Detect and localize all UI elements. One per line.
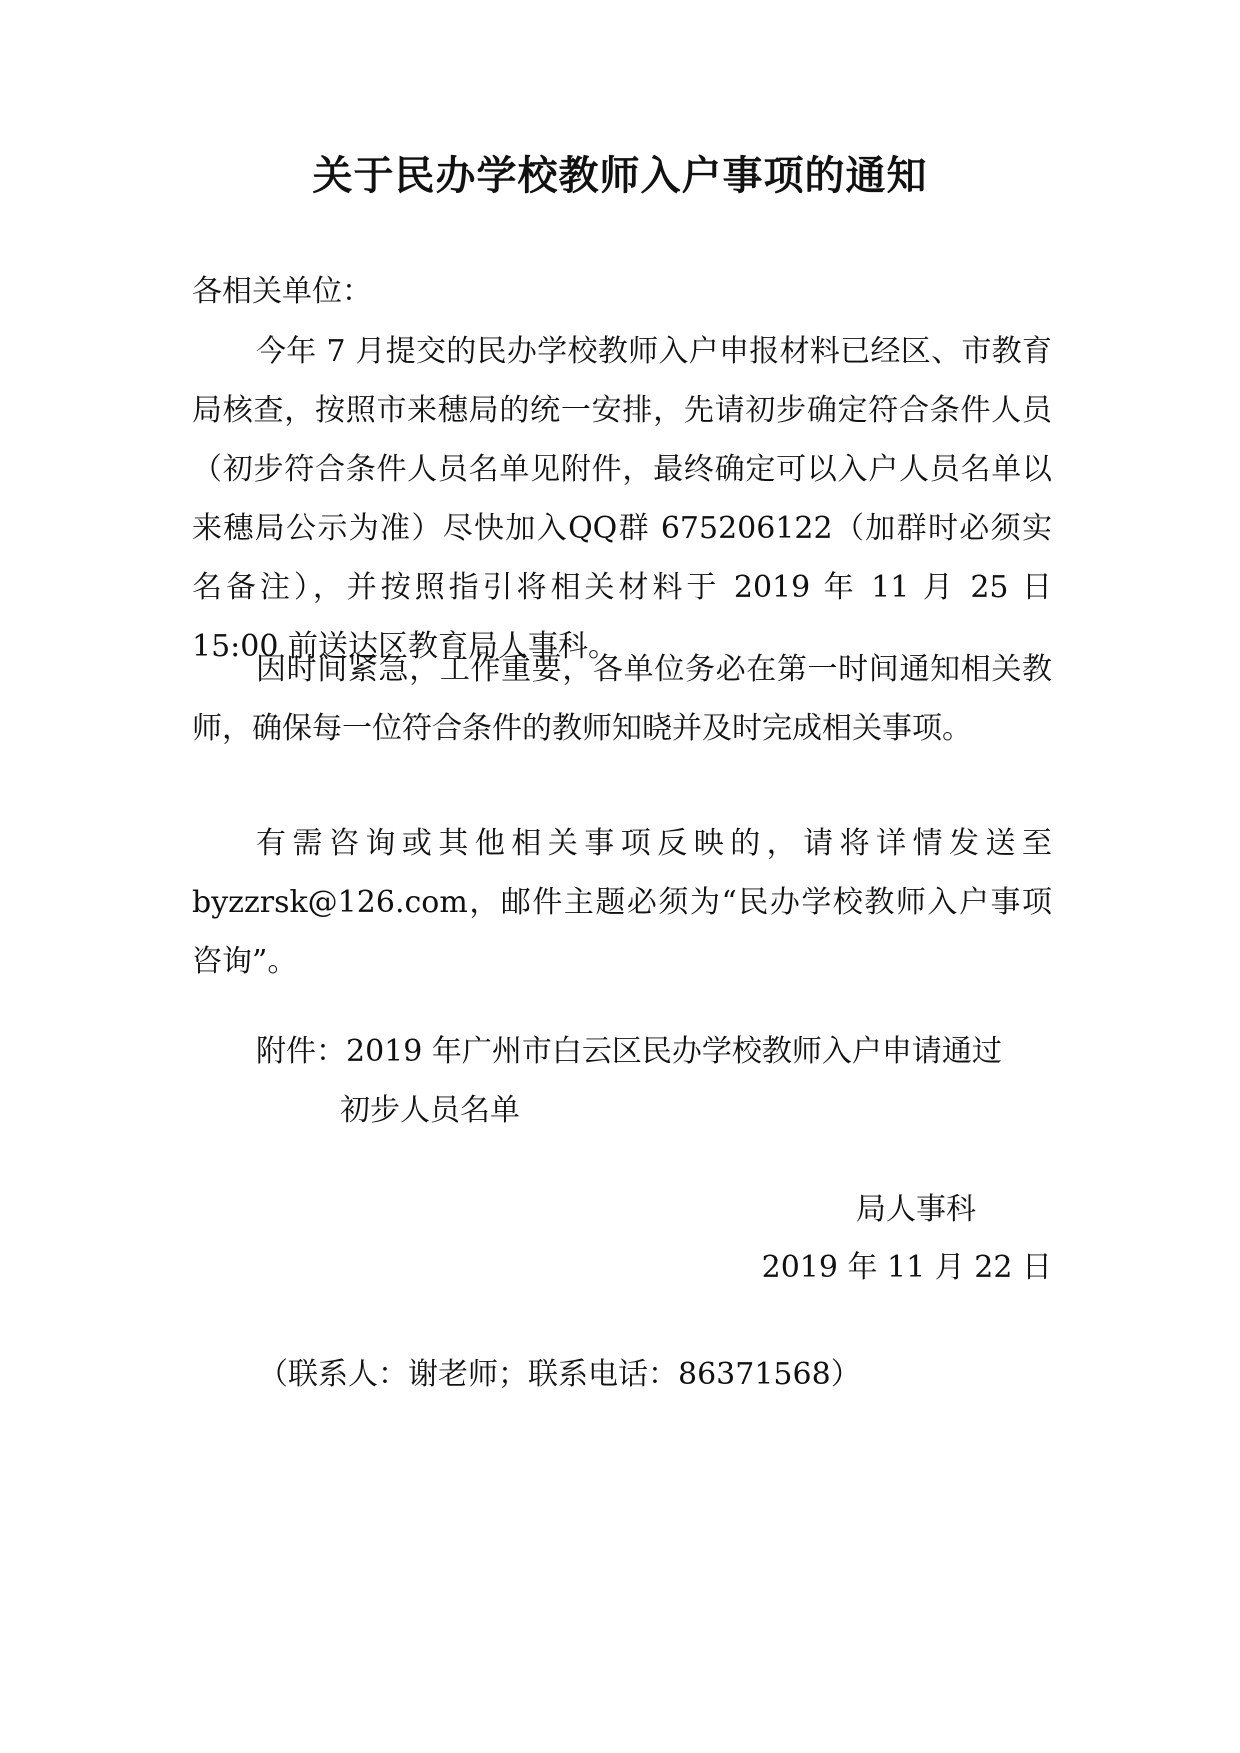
paragraph-3-suffix: ，邮件主题必须为“民办学校教师入户事项咨询”。 — [192, 885, 1052, 979]
paragraph-1-text: 今年 7 月提交的民办学校教师入户申报材料已经区、市教育局核查，按照市来穗局的统一安排，先请初步确定符合条件人员（初步符合条件人员名单见附件，最终确定可以入户人员名单以来穗局公示为准）尽快加入QQ群 675206122（加群时必须实名备注），并按照指引将相关材料于 2019 年 11 月 25 日 15:00 前送达区教育局人事科。 — [192, 334, 1052, 664]
paragraph-3-prefix: 有需咨询或其他相关事项反映的，请将详情发送至 — [256, 826, 1052, 861]
attachment-line-2: 初步人员名单 — [340, 1093, 520, 1128]
attachment-note — [256, 1022, 1056, 1140]
paragraph-2 — [192, 640, 1052, 758]
paragraph-3 — [192, 814, 1052, 991]
contact-email: byzzrsk@126.com — [192, 885, 468, 920]
paragraph-3-text — [192, 814, 1052, 991]
attachment-line-1: 附件：2019 年广州市白云区民办学校教师入户申请通过 — [256, 1034, 1002, 1069]
paragraph-2-text: 因时间紧急，工作重要，各单位务必在第一时间通知相关教师，确保每一位符合条件的教师知晓并及时完成相关事项。 — [192, 652, 1052, 746]
issue-date: 2019 年 11 月 22 日 — [761, 1250, 1052, 1285]
salutation: 各相关单位： — [192, 274, 372, 309]
contact-info: （联系人：谢老师；联系电话：86371568） — [258, 1357, 861, 1392]
document-title: 关于民办学校教师入户事项的通知 — [312, 153, 928, 199]
issuing-department: 局人事科 — [856, 1192, 976, 1227]
paragraph-1 — [192, 322, 1052, 676]
